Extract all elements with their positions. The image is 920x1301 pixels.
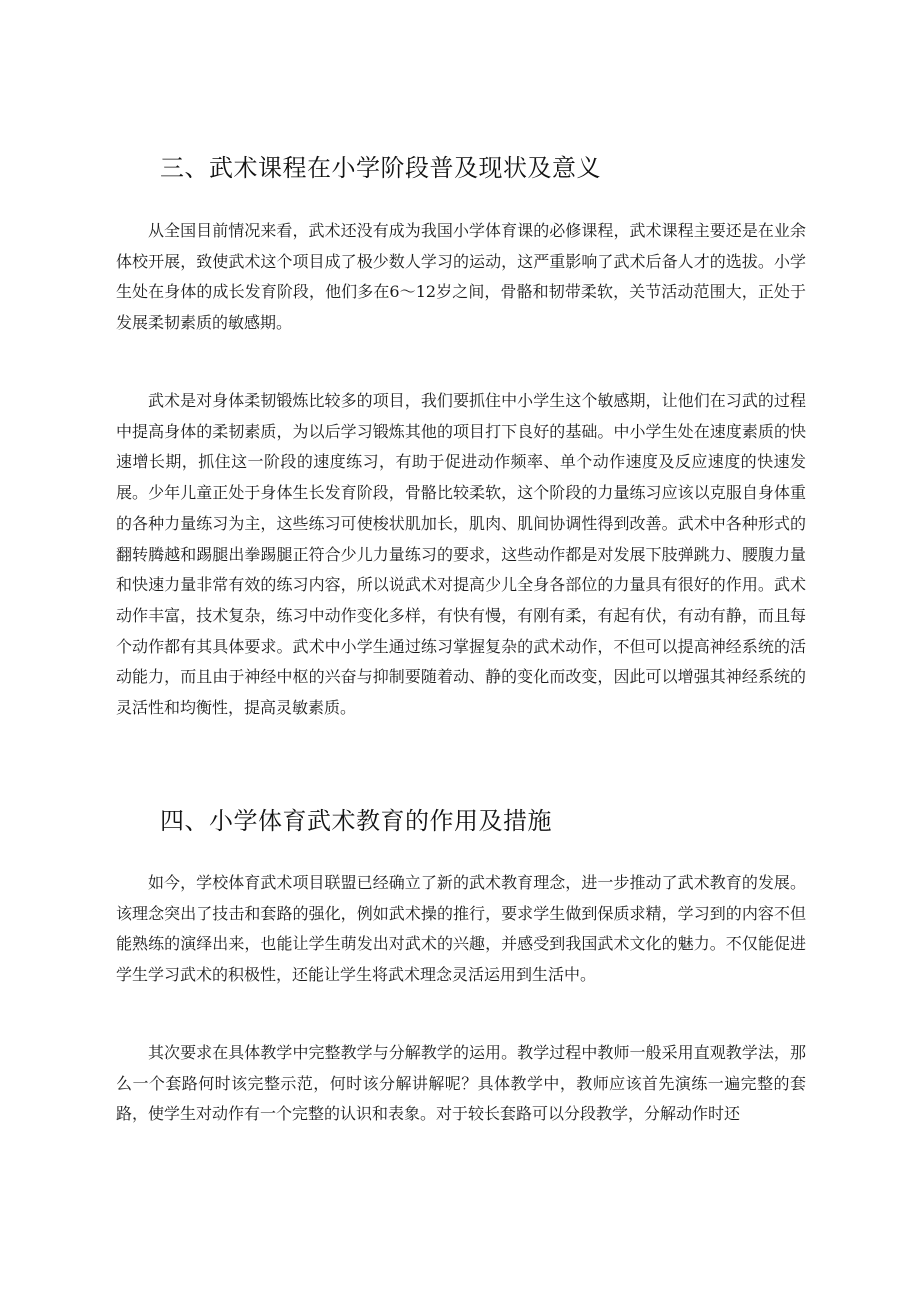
paragraph: 如今，学校体育武术项目联盟已经确立了新的武术教育理念，进一步推动了武术教育的发展。该理念突出了技击和套路的强化，例如武术操的推行，要求学生做到保质求精，学习到的内容不但能熟练的演绎出来，也能让学生萌发出对武术的兴趣，并感受到我国武术文化的魅力。不仅能促进学生学习武术的积极性，还能让学生将武术理念灵活运用到生活中。 (116, 873, 806, 985)
paragraph: 其次要求在具体教学中完整教学与分解教学的运用。教学过程中教师一般采用直观教学法，那么一个套路何时该完整示范，何时该分解讲解呢？具体教学中，教师应该首先演练一遍完整的套路，使学生对动作有一个完整的认识和表象。对于较长套路可以分段教学，分解动作时还 (116, 1043, 806, 1124)
section-heading-3: 三、武术课程在小学阶段普及现状及意义 (160, 154, 601, 182)
paragraph: 从全国目前情况来看，武术还没有成为我国小学体育课的必修课程，武术课程主要还是在业余体校开展，致使武术这个项目成了极少数人学习的运动，这严重影响了武术后备人才的选拔。小学生处在身体的成长发育阶段，他们多在6～12岁之间，骨骼和韧带柔软，关节活动范围大，正处于发展柔韧素质的敏感期。 (116, 221, 806, 333)
paragraph: 武术是对身体柔韧锻炼比较多的项目，我们要抓住中小学生这个敏感期，让他们在习武的过程中提高身体的柔韧素质，为以后学习锻炼其他的项目打下良好的基础。中小学生处在速度素质的快速增长期，抓住这一阶段的速度练习，有助于促进动作频率、单个动作速度及反应速度的快速发展。少年儿童正处于身体生长发育阶段，骨骼比较柔软，这个阶段的力量练习应该以克服自身体重的各种力量练习为主，这些练习可使梭状肌加长，肌肉、肌间协调性得到改善。武术中各种形式的翻转腾越和踢腿出拳踢腿正符合少儿力量练习的要求，这些动作都是对发展下肢弹跳力、腰腹力量和快速力量非常有效的练习内容，所以说武术对提高少儿全身各部位的力量具有很好的作用。武术动作丰富，技术复杂，练习中动作变化多样，有快有慢，有刚有柔，有起有伏，有动有静，而且每个动作都有其具体要求。武术中小学生通过练习掌握复杂的武术动作，不但可以提高神经系统的活动能力，而且由于神经中枢的兴奋与抑制要随着动、静的变化而改变，因此可以增强其神经系统的灵活性和均衡性，提高灵敏素质。 (116, 391, 806, 718)
section-heading-4: 四、小学体育武术教育的作用及措施 (160, 807, 552, 835)
